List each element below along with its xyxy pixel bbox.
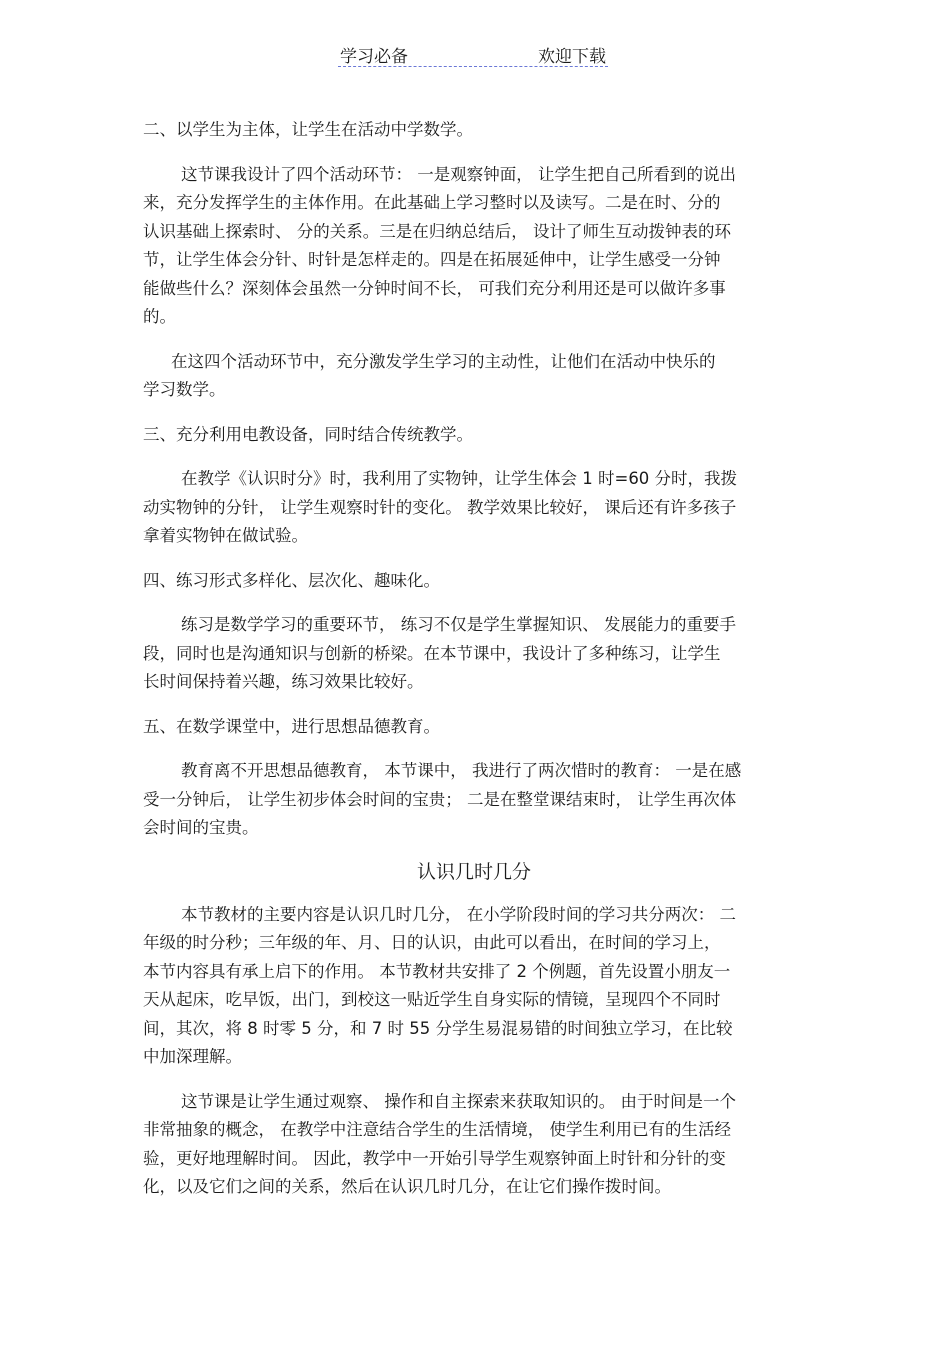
text-line: 来，充分发挥学生的主体作用。在此基础上学习整时以及读写。二是在时、分的 bbox=[143, 193, 721, 212]
text-line: 学习数学。 bbox=[143, 380, 226, 399]
text-line: 教育离不开思想品德教育， 本节课中， 我进行了两次惜时的教育： 一是在感 bbox=[181, 761, 742, 780]
text-line: 节，让学生体会分针、时针是怎样走的。四是在拓展延伸中，让学生感受一分钟 bbox=[143, 250, 721, 269]
text-line: 这节课我设计了四个活动环节： 一是观察钟面， 让学生把自己所看到的说出 bbox=[181, 164, 736, 184]
section-heading: 二、以学生为主体，让学生在活动中学数学。 bbox=[143, 120, 473, 139]
text-line: 会时间的宝贵。 bbox=[143, 818, 259, 837]
text-line: 动实物钟的分针， 让学生观察时针的变化。 教学效果比较好， 课后还有许多孩子 bbox=[143, 497, 737, 517]
text-line: 天从起床，吃早饭，出门，到校这一贴近学生自身实际的情镜，呈现四个不同时 bbox=[143, 990, 721, 1009]
text-line: 在教学《认识时分》时，我利用了实物钟，让学生体会 1 时=60 分时，我拨 bbox=[181, 469, 738, 488]
header-right-text: 欢迎下载 bbox=[538, 47, 606, 67]
paragraph bbox=[143, 1088, 805, 1202]
text-line: 年级的时分秒；三年级的年、月、日的认识，由此可以看出，在时间的学习上， bbox=[143, 933, 721, 952]
paragraph bbox=[143, 348, 805, 405]
text-line: 间，其次，将 8 时零 5 分，和 7 时 55 分学生易混易错的时间独立学习，在比较 bbox=[143, 1018, 733, 1038]
text-line: 本节教材的主要内容是认识几时几分， 在小学阶段时间的学习共分两次： 二 bbox=[181, 904, 736, 924]
paragraph bbox=[143, 161, 805, 332]
text-line: 本节内容具有承上启下的作用。 本节教材共安排了 2 个例题，首先设置小朋友一 bbox=[143, 961, 731, 981]
text-line: 能做些什么？深刻体会虽然一分钟时间不长， 可我们充分利用还是可以做许多事 bbox=[143, 278, 726, 298]
paragraph bbox=[143, 611, 805, 697]
paragraph bbox=[143, 465, 805, 551]
text-line: 非常抽象的概念， 在教学中注意结合学生的生活情境， 使学生利用已有的生活经 bbox=[143, 1120, 731, 1139]
paragraph bbox=[143, 757, 805, 843]
text-line: 中加深理解。 bbox=[143, 1047, 242, 1066]
text-line: 受一分钟后， 让学生初步体会时间的宝贵； 二是在整堂课结束时， 让学生再次体 bbox=[143, 789, 737, 809]
section-heading: 三、充分利用电教设备，同时结合传统教学。 bbox=[143, 424, 473, 444]
header-left-text: 学习必备 bbox=[340, 47, 408, 67]
paragraph bbox=[143, 901, 805, 1072]
text-line: 的。 bbox=[143, 307, 176, 326]
text-line: 验，更好地理解时间。 因此，教学中一开始引导学生观察钟面上时针和分针的变 bbox=[143, 1148, 726, 1168]
text-line: 段，同时也是沟通知识与创新的桥梁。在本节课中，我设计了多种练习，让学生 bbox=[143, 643, 721, 663]
section-heading: 四、练习形式多样化、层次化、趣味化。 bbox=[143, 570, 440, 590]
text-line: 在这四个活动环节中，充分激发学生学习的主动性，让他们在活动中快乐的 bbox=[171, 351, 716, 371]
text-line: 拿着实物钟在做试验。 bbox=[143, 526, 308, 545]
page-header bbox=[338, 42, 608, 67]
text-line: 练习是数学学习的重要环节， 练习不仅是学生掌握知识、 发展能力的重要手 bbox=[181, 615, 736, 634]
section-heading: 五、在数学课堂中，进行思想品德教育。 bbox=[143, 716, 440, 736]
text-line: 认识基础上探索时、 分的关系。三是在归纳总结后， 设计了师生互动拨钟表的环 bbox=[143, 221, 731, 241]
document-body bbox=[143, 116, 805, 1202]
text-line: 这节课是让学生通过观察、 操作和自主探索来获取知识的。 由于时间是一个 bbox=[181, 1091, 736, 1111]
text-line: 长时间保持着兴趣，练习效果比较好。 bbox=[143, 672, 424, 691]
text-line: 化，以及它们之间的关系，然后在认识几时几分，在让它们操作拨时间。 bbox=[143, 1177, 671, 1196]
document-title: 认识几时几分 bbox=[416, 860, 531, 883]
